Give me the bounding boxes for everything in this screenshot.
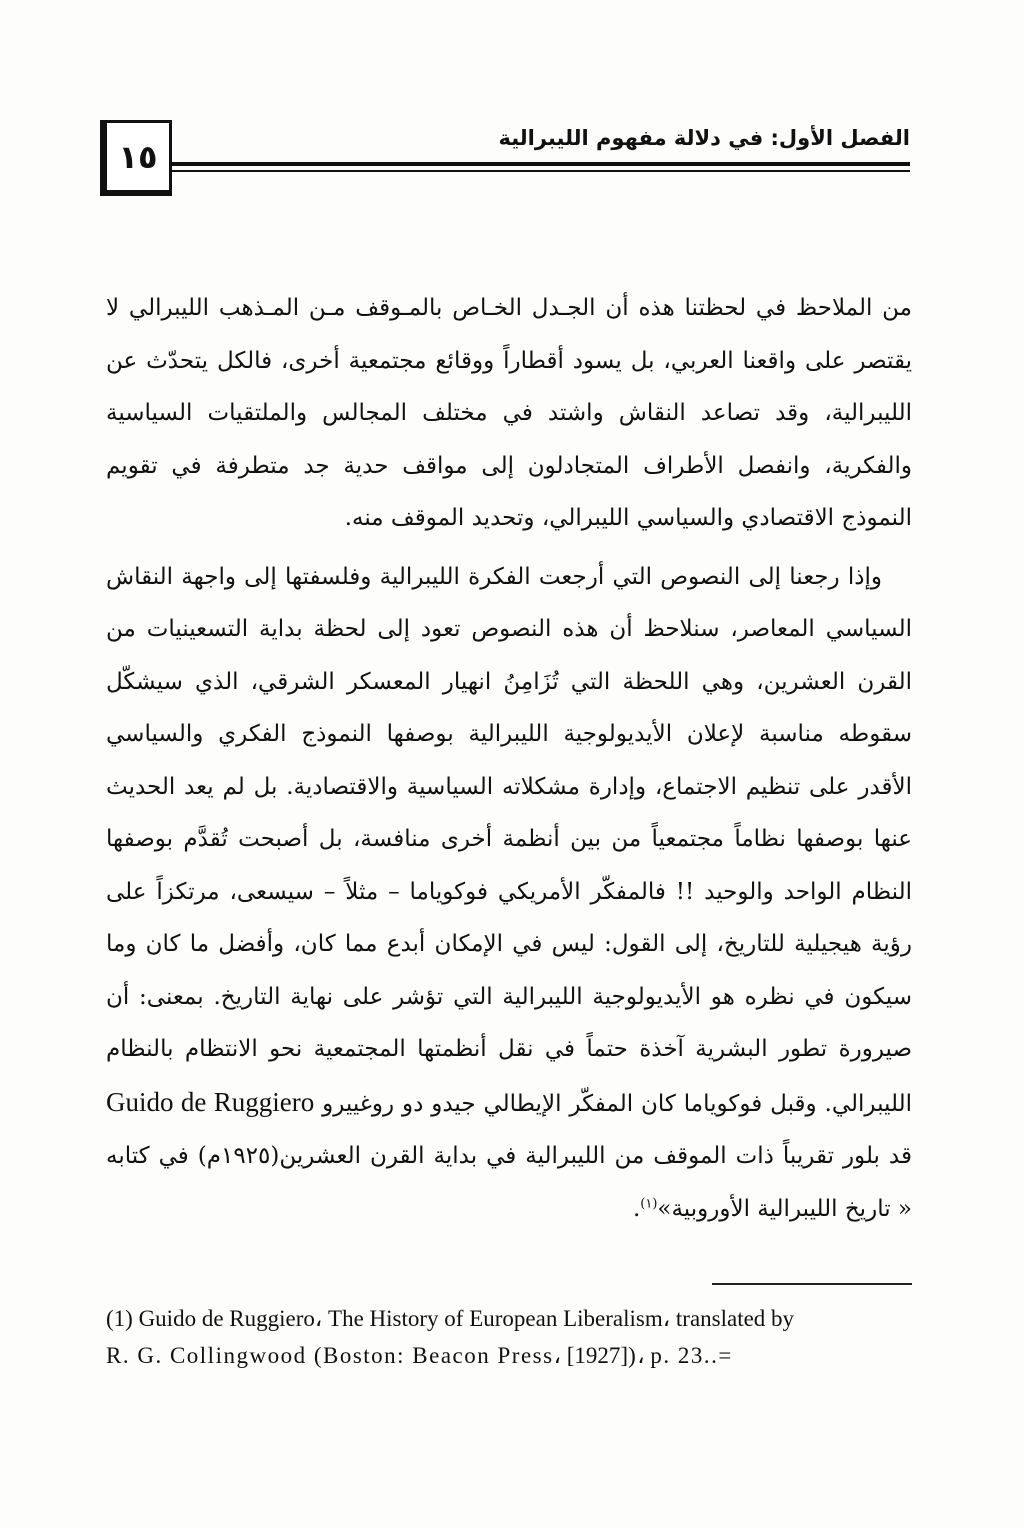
footnote-separator bbox=[712, 1283, 912, 1285]
header-rule-thick bbox=[172, 162, 910, 166]
page-number-box bbox=[100, 120, 172, 196]
paragraph-2 bbox=[106, 551, 912, 1236]
latin-author-name: Guido de Ruggiero bbox=[106, 1086, 315, 1117]
chapter-title: الفصل الأول: في دلالة مفهوم الليبرالية bbox=[498, 126, 910, 150]
body-text bbox=[106, 282, 912, 1235]
footnote-reference-mark: (١) bbox=[640, 1195, 658, 1211]
paragraph-1: من الملاحظ في لحظتنا هذه أن الجـدل الخـاص بالمـوقف مـن المـذهب الليبرالي لا يقتصر على واقعنا العربي، بل يسود أقطاراً ووقائع مجتمعية أخرى، فالكل يتحدّث عن الليبرالية، وقد تصاعد النقاش واشتد في مختلف المجالس والملتقيات السياسية والفكرية، وانفصل الأطراف المتجادلون إلى مواقف حدية جد متطرفة في تقويم النموذج الاقتصادي والسياسي الليبرالي، وتحديد الموقف منه. bbox=[106, 295, 912, 531]
footnote bbox=[106, 1300, 918, 1374]
final-period: . bbox=[632, 1195, 641, 1222]
page-header bbox=[100, 112, 910, 200]
page-number: ١٥ bbox=[118, 137, 158, 176]
paragraph-2-continuation: قد بلور تقريباً ذات الموقف من الليبرالية في بداية القرن العشرين(١٩٢٥م) في كتابه « تاريخ الليبرالية الأوروبية» bbox=[106, 1143, 912, 1222]
header-rule-thin bbox=[172, 170, 910, 172]
footnote-line-2: R. G. Collingwood (Boston: Beacon Press، [1927])، p. 23..= bbox=[106, 1343, 733, 1368]
footnote-line-1: (1) Guido de Ruggiero، The History of European Liberalism، translated by bbox=[106, 1306, 795, 1331]
paragraph-2-text: وإذا رجعنا إلى النصوص التي أرجعت الفكرة الليبرالية وفلسفتها إلى واجهة النقاش السياسي المعاصر، سنلاحظ أن هذه النصوص تعود إلى لحظة بداية التسعينيات من القرن العشرين، وهي اللحظة التي تُزَامِنُ انهيار المعسكر الشرقي، الذي سيشكّل سقوطه مناسبة لإعلان الأيديولوجية الليبرالية بوصفها النموذج الفكري والسياسي الأقدر على تنظيم الاجتماع، وإدارة مشكلاته السياسية والاقتصادية. بل لم يعد الحديث عنها بوصفها نظاماً مجتمعياً من بين أنظمة أخرى منافسة، بل أصبحت تُقدَّم بوصفها النظام الواحد والوحيد !! فالمفكّر الأمريكي فوكوياما – مثلاً – سيسعى، مرتكزاً على رؤية هيجيلية للتاريخ، إلى القول: ليس في الإمكان أبدع مما كان، وأفضل ما كان وما سيكون في نظره هو الأيديولوجية الليبرالية التي تؤشر على نهاية التاريخ. بمعنى: أن صيرورة تطور البشرية آخذة حتماً في نقل أنظمتها المجتمعية نحو الانتظام بالنظام الليبرالي. وقبل فوكوياما كان المفكّر الإيطالي جيدو دو روغييرو bbox=[106, 563, 912, 1117]
